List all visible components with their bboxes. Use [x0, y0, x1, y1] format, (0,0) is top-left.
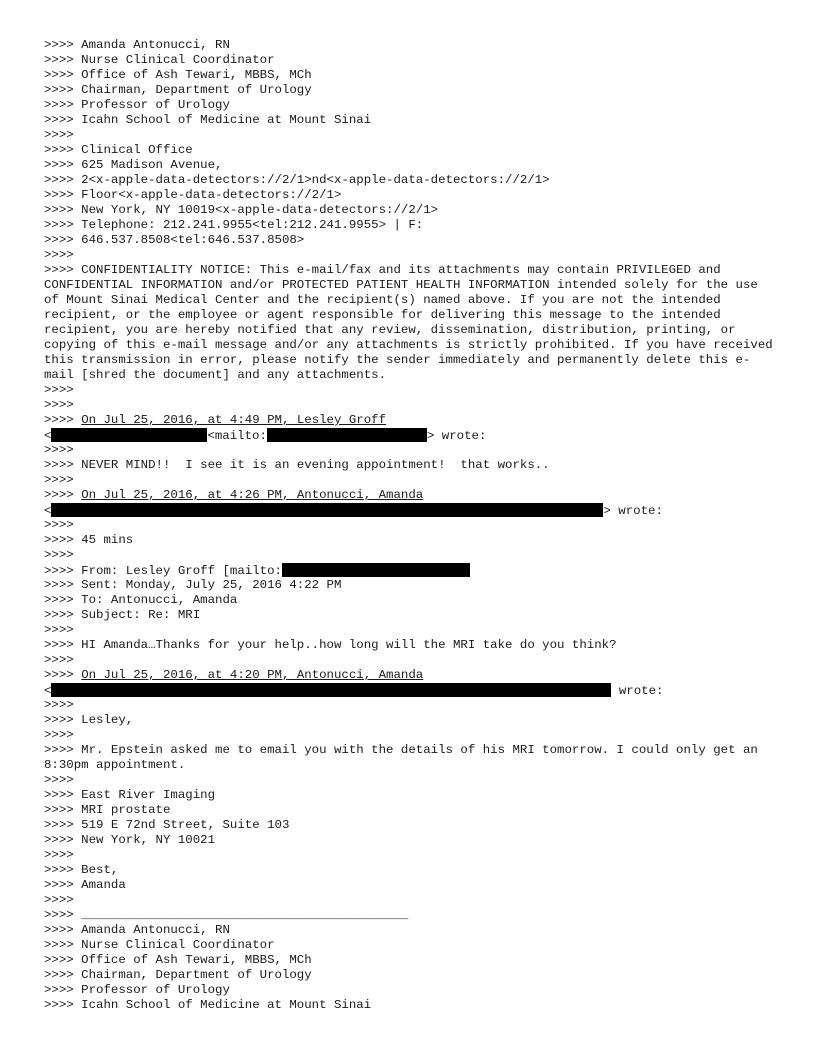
text-line: >>>> Nurse Clinical Coordinator: [44, 938, 275, 952]
text-line: >>>> Clinical Office: [44, 143, 193, 157]
text-line: >>>> Office of Ash Tewari, MBBS, MCh: [44, 953, 312, 967]
text-line: >>>>: [44, 443, 74, 457]
mri-details-paragraph: >>>> Mr. Epstein asked me to email you with the details of his MRI tomorrow. I could only get an 8:30pm appointment.: [44, 743, 758, 772]
text-line: >>>>: [44, 518, 74, 532]
text-line: >>>>: [44, 653, 74, 667]
text-line: >>>>: [44, 698, 74, 712]
email-document: [44, 38, 774, 1013]
redaction-box: [51, 503, 603, 517]
message-headers-and-question: [44, 578, 774, 668]
signature-block: [44, 38, 774, 263]
redaction-box: [267, 428, 427, 442]
redaction-box: [51, 683, 611, 697]
reply-header-3-sender: < wrote:: [44, 684, 664, 698]
text-line: >>>>: [44, 623, 74, 637]
reply-header-2: >>>> On Jul 25, 2016, at 4:26 PM, Antonucci, Amanda: [44, 488, 424, 502]
text-line: >>>> East River Imaging: [44, 788, 216, 802]
confidentiality-notice: >>>> CONFIDENTIALITY NOTICE: This e-mail/fax and its attachments may contain PRIVILEGED and CONFIDENTIAL INFORMATION and/or PROTECTED PATIENT HEALTH INFORMATION intended solely for the use of Mount Sinai Medical Center and the recipient(s) named above. If you are not the intended recipient, or the employee or agent responsible for delivering this message to the intended recipient, you are hereby notified that any review, dissemination, distribution, printing, or copying of this e-mail message and/or any attachments is strictly prohibited. If you have received this transmission in error, please notify the sender immediately and permanently delete this e-mail [shred the document] and any attachments.: [44, 263, 773, 382]
text-line: >>>> Professor of Urology: [44, 983, 230, 997]
text-line: >>>>: [44, 773, 74, 787]
text-line: >>>> To: Antonucci, Amanda: [44, 593, 238, 607]
message-45-mins: [44, 518, 774, 563]
redaction-box: [51, 428, 207, 442]
text-line: >>>> Lesley,: [44, 713, 134, 727]
message-greeting: [44, 698, 774, 743]
text-line: >>>> Chairman, Department of Urology: [44, 968, 312, 982]
from-line: >>>> From: Lesley Groff [mailto:: [44, 563, 774, 578]
text-line: >>>> MRI prostate: [44, 803, 171, 817]
text-line: >>>> ____________________________________________: [44, 908, 409, 922]
reply-header-1: >>>> On Jul 25, 2016, at 4:49 PM, Lesley Groff: [44, 413, 387, 427]
text-line: >>>> Floor<x-apple-data-detectors://2/1>: [44, 188, 342, 202]
text-line: >>>> 2<x-apple-data-detectors://2/1>nd<x-apple-data-detectors://2/1>: [44, 173, 550, 187]
text-line: >>>>: [44, 848, 74, 862]
text-line: >>>> Subject: Re: MRI: [44, 608, 201, 622]
text-line: >>>> Nurse Clinical Coordinator: [44, 53, 275, 67]
text-line: >>>> Icahn School of Medicine at Mount Sinai: [44, 113, 372, 127]
message-never-mind: [44, 443, 774, 488]
text-line: >>>>: [44, 728, 74, 742]
mri-location-and-signature: [44, 773, 774, 1013]
quote-gap: [44, 383, 774, 413]
text-line: >>>>: [44, 248, 74, 262]
text-line: >>>> Amanda: [44, 878, 126, 892]
text-line: >>>> 45 mins: [44, 533, 134, 547]
text-line: >>>>: [44, 548, 74, 562]
text-line: >>>> HI Amanda…Thanks for your help..how long will the MRI take do you think?: [44, 638, 617, 652]
text-line: >>>> Icahn School of Medicine at Mount Sinai: [44, 998, 372, 1012]
text-line: >>>> Professor of Urology: [44, 98, 230, 112]
text-line: >>>> New York, NY 10021: [44, 833, 216, 847]
text-line: >>>> Amanda Antonucci, RN: [44, 38, 230, 52]
text-line: >>>> 519 E 72nd Street, Suite 103: [44, 818, 290, 832]
text-line: >>>> New York, NY 10019<x-apple-data-detectors://2/1>: [44, 203, 439, 217]
text-line: >>>>: [44, 383, 74, 397]
reply-header-2-sender: < > wrote:: [44, 504, 663, 518]
redaction-box: [282, 563, 470, 577]
reply-header-1-sender: < <mailto: > wrote:: [44, 429, 487, 443]
text-line: >>>> Office of Ash Tewari, MBBS, MCh: [44, 68, 312, 82]
text-line: >>>>: [44, 473, 74, 487]
text-line: >>>> 646.537.8508<tel:646.537.8508>: [44, 233, 305, 247]
text-line: >>>> 625 Madison Avenue,: [44, 158, 223, 172]
text-line: >>>>: [44, 893, 74, 907]
reply-header-3: >>>> On Jul 25, 2016, at 4:20 PM, Antonucci, Amanda: [44, 668, 424, 682]
text-line: >>>>: [44, 128, 74, 142]
text-line: >>>> Amanda Antonucci, RN: [44, 923, 230, 937]
text-line: >>>>: [44, 398, 74, 412]
text-line: >>>> Best,: [44, 863, 119, 877]
text-line: >>>> Chairman, Department of Urology: [44, 83, 312, 97]
text-line: >>>> NEVER MIND!! I see it is an evening appointment! that works..: [44, 458, 550, 472]
text-line: >>>> Telephone: 212.241.9955<tel:212.241.9955> | F:: [44, 218, 424, 232]
text-line: >>>> Sent: Monday, July 25, 2016 4:22 PM: [44, 578, 342, 592]
